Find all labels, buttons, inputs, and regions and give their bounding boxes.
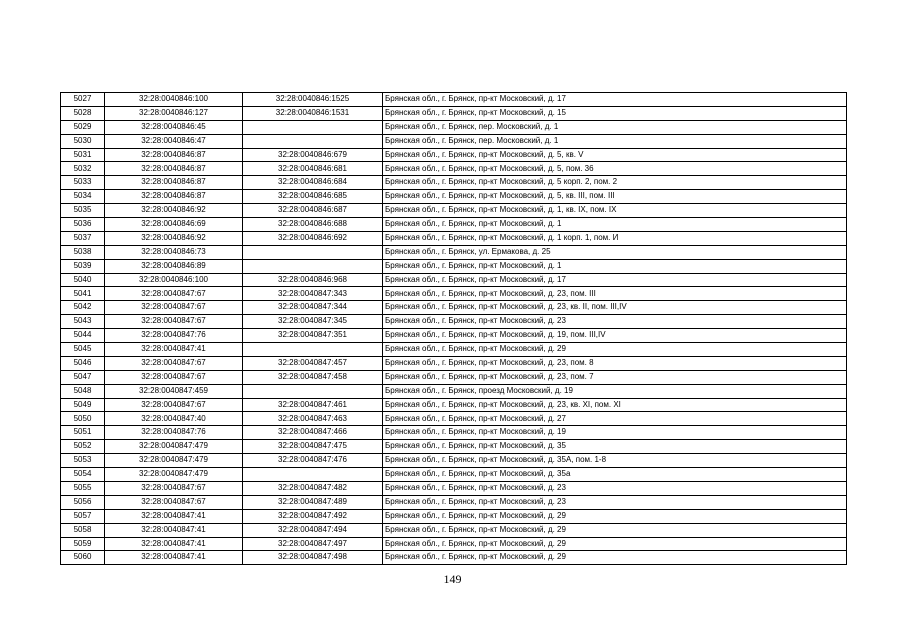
- object-cadastral-cell: 32:28:0040847:476: [243, 454, 383, 468]
- address-cell: Брянская обл., г. Брянск, пр-кт Московский, д. 35: [383, 440, 847, 454]
- object-cadastral-cell: 32:28:0040847:497: [243, 537, 383, 551]
- address-cell: Брянская обл., г. Брянск, пер. Московский, д. 1: [383, 134, 847, 148]
- address-cell: Брянская обл., г. Брянск, пр-кт Московский, д. 5 корп. 2, пом. 2: [383, 176, 847, 190]
- address-cell: Брянская обл., г. Брянск, пер. Московский, д. 1: [383, 120, 847, 134]
- address-cell: Брянская обл., г. Брянск, пр-кт Московский, д. 17: [383, 93, 847, 107]
- address-cell: Брянская обл., г. Брянск, пр-кт Московский, д. 29: [383, 551, 847, 565]
- row-number-cell: 5031: [61, 148, 105, 162]
- object-cadastral-cell: 32:28:0040846:1531: [243, 106, 383, 120]
- land-cadastral-cell: 32:28:0040847:67: [105, 301, 243, 315]
- row-number-cell: 5034: [61, 190, 105, 204]
- table-row: [61, 426, 847, 440]
- row-number-cell: 5051: [61, 426, 105, 440]
- table-row: [61, 259, 847, 273]
- table-row: [61, 134, 847, 148]
- land-cadastral-cell: 32:28:0040846:87: [105, 162, 243, 176]
- address-cell: Брянская обл., г. Брянск, пр-кт Московский, д. 29: [383, 509, 847, 523]
- table-row: [61, 495, 847, 509]
- object-cadastral-cell: [243, 468, 383, 482]
- object-cadastral-cell: 32:28:0040846:688: [243, 218, 383, 232]
- land-cadastral-cell: 32:28:0040847:67: [105, 398, 243, 412]
- row-number-cell: 5029: [61, 120, 105, 134]
- table-row: [61, 343, 847, 357]
- object-cadastral-cell: 32:28:0040847:489: [243, 495, 383, 509]
- row-number-cell: 5044: [61, 329, 105, 343]
- object-cadastral-cell: [243, 259, 383, 273]
- land-cadastral-cell: 32:28:0040846:89: [105, 259, 243, 273]
- row-number-cell: 5033: [61, 176, 105, 190]
- table-row: [61, 162, 847, 176]
- object-cadastral-cell: 32:28:0040847:461: [243, 398, 383, 412]
- land-cadastral-cell: 32:28:0040847:41: [105, 509, 243, 523]
- address-cell: Брянская обл., г. Брянск, пр-кт Московский, д. 19: [383, 426, 847, 440]
- table-row: [61, 398, 847, 412]
- land-cadastral-cell: 32:28:0040846:87: [105, 148, 243, 162]
- table-row: [61, 440, 847, 454]
- address-cell: Брянская обл., г. Брянск, пр-кт Московский, д. 19, пом. III,IV: [383, 329, 847, 343]
- land-cadastral-cell: 32:28:0040846:92: [105, 204, 243, 218]
- address-cell: Брянская обл., г. Брянск, пр-кт Московский, д. 29: [383, 343, 847, 357]
- row-number-cell: 5041: [61, 287, 105, 301]
- table-row: [61, 315, 847, 329]
- row-number-cell: 5027: [61, 93, 105, 107]
- row-number-cell: 5039: [61, 259, 105, 273]
- object-cadastral-cell: 32:28:0040847:344: [243, 301, 383, 315]
- address-cell: Брянская обл., г. Брянск, пр-кт Московский, д. 29: [383, 523, 847, 537]
- address-cell: Брянская обл., г. Брянск, пр-кт Московский, д. 1 корп. 1, пом. И: [383, 231, 847, 245]
- address-cell: Брянская обл., г. Брянск, пр-кт Московский, д. 5, кв. V: [383, 148, 847, 162]
- land-cadastral-cell: 32:28:0040846:92: [105, 231, 243, 245]
- table-row: [61, 287, 847, 301]
- land-cadastral-cell: 32:28:0040847:41: [105, 537, 243, 551]
- table-row: [61, 509, 847, 523]
- object-cadastral-cell: 32:28:0040846:684: [243, 176, 383, 190]
- object-cadastral-cell: [243, 134, 383, 148]
- table-row: [61, 148, 847, 162]
- address-cell: Брянская обл., г. Брянск, пр-кт Московский, д. 23: [383, 495, 847, 509]
- table-row: [61, 301, 847, 315]
- table-row: [61, 412, 847, 426]
- address-cell: Брянская обл., г. Брянск, пр-кт Московский, д. 17: [383, 273, 847, 287]
- row-number-cell: 5048: [61, 384, 105, 398]
- table-row: [61, 245, 847, 259]
- land-cadastral-cell: 32:28:0040847:479: [105, 440, 243, 454]
- table-row: [61, 190, 847, 204]
- page-number: 149: [443, 572, 462, 586]
- object-cadastral-cell: 32:28:0040847:482: [243, 481, 383, 495]
- address-cell: Брянская обл., г. Брянск, пр-кт Московский, д. 1: [383, 259, 847, 273]
- row-number-cell: 5037: [61, 231, 105, 245]
- address-cell: Брянская обл., г. Брянск, пр-кт Московский, д. 15: [383, 106, 847, 120]
- address-cell: Брянская обл., г. Брянск, пр-кт Московский, д. 5, пом. 36: [383, 162, 847, 176]
- table-row: [61, 551, 847, 565]
- object-cadastral-cell: 32:28:0040846:687: [243, 204, 383, 218]
- address-cell: Брянская обл., г. Брянск, пр-кт Московский, д. 35А, пом. 1-8: [383, 454, 847, 468]
- object-cadastral-cell: 32:28:0040847:351: [243, 329, 383, 343]
- address-cell: Брянская обл., г. Брянск, пр-кт Московский, д. 23: [383, 481, 847, 495]
- land-cadastral-cell: 32:28:0040847:41: [105, 523, 243, 537]
- land-cadastral-cell: 32:28:0040846:73: [105, 245, 243, 259]
- row-number-cell: 5028: [61, 106, 105, 120]
- row-number-cell: 5052: [61, 440, 105, 454]
- land-cadastral-cell: 32:28:0040847:41: [105, 551, 243, 565]
- land-cadastral-cell: 32:28:0040847:67: [105, 315, 243, 329]
- land-cadastral-cell: 32:28:0040847:67: [105, 495, 243, 509]
- object-cadastral-cell: 32:28:0040847:457: [243, 356, 383, 370]
- object-cadastral-cell: 32:28:0040846:679: [243, 148, 383, 162]
- address-cell: Брянская обл., г. Брянск, пр-кт Московский, д. 23, кв. XI, пом. XI: [383, 398, 847, 412]
- address-cell: Брянская обл., г. Брянск, пр-кт Московский, д. 23, пом. 8: [383, 356, 847, 370]
- table-row: [61, 468, 847, 482]
- row-number-cell: 5035: [61, 204, 105, 218]
- object-cadastral-cell: 32:28:0040847:466: [243, 426, 383, 440]
- row-number-cell: 5043: [61, 315, 105, 329]
- address-cell: Брянская обл., г. Брянск, пр-кт Московский, д. 35а: [383, 468, 847, 482]
- table-row: [61, 523, 847, 537]
- row-number-cell: 5038: [61, 245, 105, 259]
- row-number-cell: 5056: [61, 495, 105, 509]
- table-row: [61, 120, 847, 134]
- row-number-cell: 5053: [61, 454, 105, 468]
- object-cadastral-cell: 32:28:0040846:692: [243, 231, 383, 245]
- land-cadastral-cell: 32:28:0040847:479: [105, 454, 243, 468]
- row-number-cell: 5054: [61, 468, 105, 482]
- land-cadastral-cell: 32:28:0040846:47: [105, 134, 243, 148]
- row-number-cell: 5042: [61, 301, 105, 315]
- land-cadastral-cell: 32:28:0040846:69: [105, 218, 243, 232]
- row-number-cell: 5058: [61, 523, 105, 537]
- table-row: [61, 273, 847, 287]
- table-row: [61, 537, 847, 551]
- object-cadastral-cell: 32:28:0040846:681: [243, 162, 383, 176]
- row-number-cell: 5049: [61, 398, 105, 412]
- address-cell: Брянская обл., г. Брянск, пр-кт Московский, д. 27: [383, 412, 847, 426]
- object-cadastral-cell: 32:28:0040847:345: [243, 315, 383, 329]
- land-cadastral-cell: 32:28:0040846:100: [105, 273, 243, 287]
- land-cadastral-cell: 32:28:0040847:40: [105, 412, 243, 426]
- object-cadastral-cell: 32:28:0040846:685: [243, 190, 383, 204]
- table-row: [61, 454, 847, 468]
- land-cadastral-cell: 32:28:0040847:76: [105, 329, 243, 343]
- address-cell: Брянская обл., г. Брянск, пр-кт Московский, д. 1, кв. IX, пом. IX: [383, 204, 847, 218]
- row-number-cell: 5040: [61, 273, 105, 287]
- object-cadastral-cell: 32:28:0040847:494: [243, 523, 383, 537]
- row-number-cell: 5045: [61, 343, 105, 357]
- object-cadastral-cell: 32:28:0040847:343: [243, 287, 383, 301]
- table-row: [61, 93, 847, 107]
- row-number-cell: 5046: [61, 356, 105, 370]
- object-cadastral-cell: 32:28:0040847:492: [243, 509, 383, 523]
- land-cadastral-cell: 32:28:0040847:67: [105, 287, 243, 301]
- table-row: [61, 231, 847, 245]
- land-cadastral-cell: 32:28:0040847:459: [105, 384, 243, 398]
- land-cadastral-cell: 32:28:0040847:479: [105, 468, 243, 482]
- row-number-cell: 5060: [61, 551, 105, 565]
- address-cell: Брянская обл., г. Брянск, пр-кт Московский, д. 5, кв. III, пом. III: [383, 190, 847, 204]
- object-cadastral-cell: 32:28:0040846:968: [243, 273, 383, 287]
- table-row: [61, 218, 847, 232]
- address-cell: Брянская обл., г. Брянск, пр-кт Московский, д. 1: [383, 218, 847, 232]
- object-cadastral-cell: 32:28:0040847:463: [243, 412, 383, 426]
- table-row: [61, 384, 847, 398]
- row-number-cell: 5050: [61, 412, 105, 426]
- table-row: [61, 356, 847, 370]
- address-cell: Брянская обл., г. Брянск, пр-кт Московский, д. 23: [383, 315, 847, 329]
- object-cadastral-cell: 32:28:0040846:1525: [243, 93, 383, 107]
- land-cadastral-cell: 32:28:0040846:45: [105, 120, 243, 134]
- address-cell: Брянская обл., г. Брянск, проезд Московский, д. 19: [383, 384, 847, 398]
- land-cadastral-cell: 32:28:0040847:67: [105, 481, 243, 495]
- land-cadastral-cell: 32:28:0040847:41: [105, 343, 243, 357]
- land-cadastral-cell: 32:28:0040846:87: [105, 190, 243, 204]
- table-row: [61, 481, 847, 495]
- row-number-cell: 5030: [61, 134, 105, 148]
- table-row: [61, 176, 847, 190]
- row-number-cell: 5055: [61, 481, 105, 495]
- object-cadastral-cell: [243, 245, 383, 259]
- table-row: [61, 329, 847, 343]
- row-number-cell: 5032: [61, 162, 105, 176]
- object-cadastral-cell: 32:28:0040847:475: [243, 440, 383, 454]
- land-cadastral-cell: 32:28:0040847:76: [105, 426, 243, 440]
- land-cadastral-cell: 32:28:0040846:87: [105, 176, 243, 190]
- land-cadastral-cell: 32:28:0040847:67: [105, 356, 243, 370]
- object-cadastral-cell: [243, 120, 383, 134]
- address-cell: Брянская обл., г. Брянск, пр-кт Московский, д. 23, кв. II, пом. III,IV: [383, 301, 847, 315]
- address-cell: Брянская обл., г. Брянск, пр-кт Московский, д. 23, пом. III: [383, 287, 847, 301]
- row-number-cell: 5047: [61, 370, 105, 384]
- object-cadastral-cell: 32:28:0040847:458: [243, 370, 383, 384]
- land-cadastral-cell: 32:28:0040846:100: [105, 93, 243, 107]
- object-cadastral-cell: [243, 343, 383, 357]
- land-cadastral-cell: 32:28:0040847:67: [105, 370, 243, 384]
- object-cadastral-cell: [243, 384, 383, 398]
- table-row: [61, 106, 847, 120]
- address-cell: Брянская обл., г. Брянск, пр-кт Московский, д. 29: [383, 537, 847, 551]
- land-cadastral-cell: 32:28:0040846:127: [105, 106, 243, 120]
- property-table-body: [61, 93, 847, 565]
- table-row: [61, 204, 847, 218]
- object-cadastral-cell: 32:28:0040847:498: [243, 551, 383, 565]
- address-cell: Брянская обл., г. Брянск, пр-кт Московский, д. 23, пом. 7: [383, 370, 847, 384]
- table-row: [61, 370, 847, 384]
- address-cell: Брянская обл., г. Брянск, ул. Ермакова, д. 25: [383, 245, 847, 259]
- row-number-cell: 5057: [61, 509, 105, 523]
- row-number-cell: 5059: [61, 537, 105, 551]
- property-table: [60, 92, 847, 565]
- row-number-cell: 5036: [61, 218, 105, 232]
